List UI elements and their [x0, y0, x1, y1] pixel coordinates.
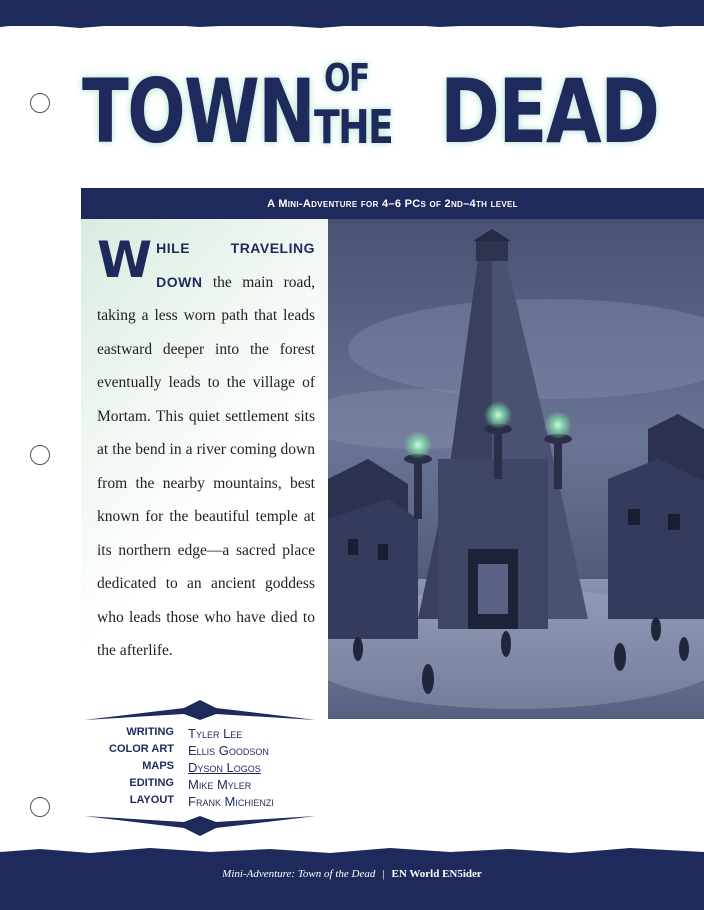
temple-illustration [328, 219, 704, 719]
credit-name: Mike Myler [188, 777, 252, 792]
credit-role: COLOR ART [109, 743, 174, 755]
page-footer [0, 868, 704, 880]
title-word-of: OF [324, 56, 369, 100]
footer-separator: | [382, 868, 385, 880]
credit-role: EDITING [129, 777, 174, 789]
credit-name: Frank Michienzi [188, 794, 274, 809]
credit-row-maps [84, 760, 316, 777]
title-word-dead: DEAD [440, 60, 659, 163]
subtitle-bar [81, 188, 704, 219]
credit-name-link[interactable]: Dyson Logos [188, 760, 261, 775]
credit-name: Tyler Lee [188, 726, 243, 741]
subtitle-text: A Mini-Adventure for 4–6 PCs of 2nd–4th level [267, 197, 518, 210]
intro-paragraph [97, 232, 315, 668]
credit-role: MAPS [142, 760, 174, 772]
credit-role: WRITING [126, 726, 174, 738]
binder-hole-middle [30, 445, 50, 465]
footer-series: Mini-Adventure: Town of the Dead [222, 868, 376, 880]
credit-row-layout [84, 794, 316, 811]
credit-row-writing [84, 726, 316, 743]
title-word-the: THE [314, 100, 393, 154]
intro-body: the main road, taking a less worn path that leads eastward deeper into the forest eventually leads to the village of Mortam. This quiet settlement sits at the bend in a river coming down from the nearby mountains, best known for the beautiful temple at its northern edge—a sacred place dedicated to an ancient goddess who leads those who have died to the afterlife. [97, 273, 315, 659]
top-band-torn-edge [0, 18, 704, 32]
credit-row-editing [84, 777, 316, 794]
credit-row-color-art [84, 743, 316, 760]
drop-cap: W [97, 231, 153, 289]
footer-brand: EN World EN5ider [391, 868, 482, 880]
credits-top-ornament [84, 700, 316, 722]
credit-name: Ellis Goodson [188, 743, 269, 758]
credits-bottom-ornament [84, 814, 316, 836]
credit-role: LAYOUT [129, 794, 174, 806]
credits-block [84, 700, 316, 836]
adventure-title [78, 54, 678, 164]
intro-lead-in: HILE TRAVELING DOWN [156, 240, 315, 290]
bottom-band [0, 856, 704, 910]
binder-hole-top [30, 93, 50, 113]
binder-hole-bottom [30, 797, 50, 817]
title-word-town: TOWN [82, 60, 315, 163]
